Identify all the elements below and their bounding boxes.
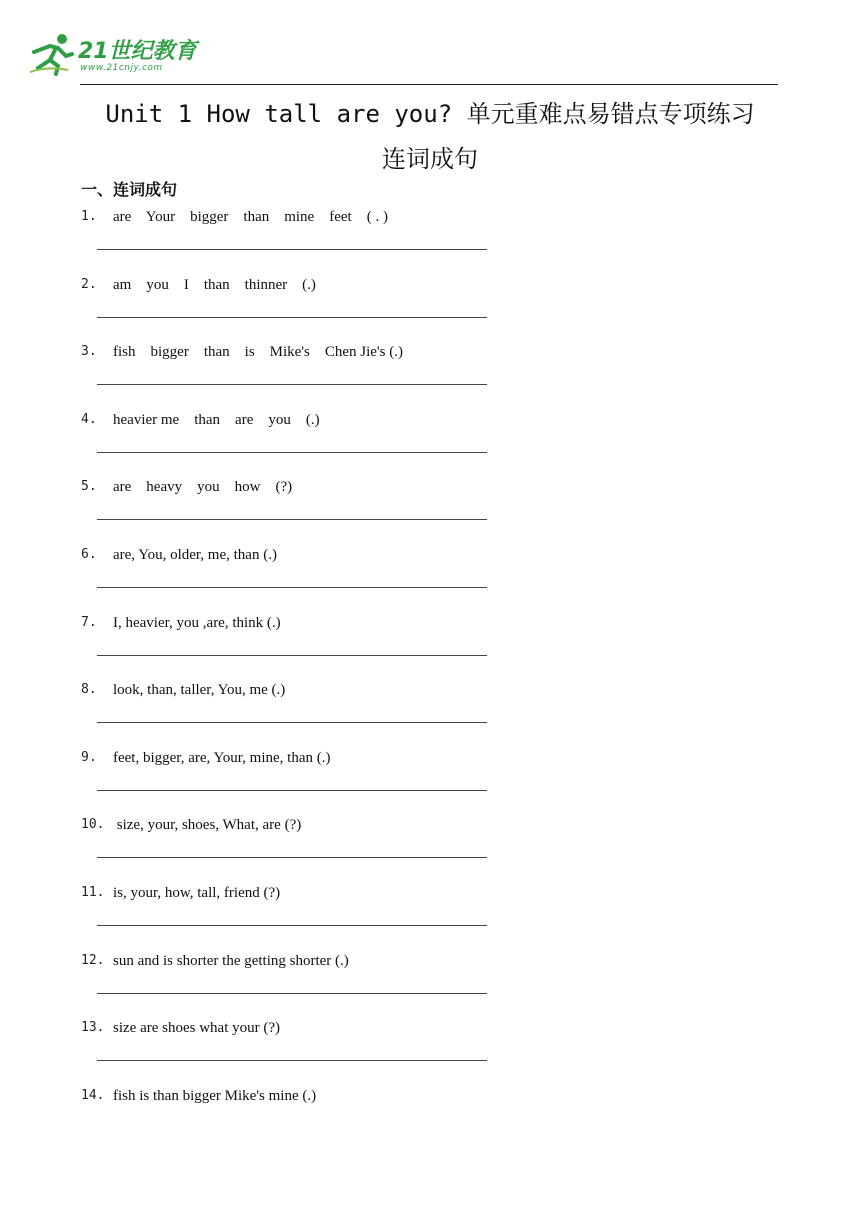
question-words: are heavy you how (?) xyxy=(113,479,293,496)
logo-text: 21世纪教育 xyxy=(78,39,197,64)
question-words: look, than, taller, You, me (.) xyxy=(113,682,286,699)
answer-line[interactable] xyxy=(97,722,487,723)
question-words: is, your, how, tall, friend (?) xyxy=(113,885,281,901)
question-words: size, your, shoes, What, are (?) xyxy=(113,817,302,834)
question-words: heavier me than are you (.) xyxy=(113,411,320,428)
question-item xyxy=(81,208,501,268)
question-item xyxy=(81,1019,501,1079)
question-words: are Your bigger than mine feet ( . ) xyxy=(113,209,388,225)
answer-line[interactable] xyxy=(97,452,487,453)
question-item xyxy=(81,884,501,944)
question-item xyxy=(81,343,501,403)
answer-line[interactable] xyxy=(97,384,487,385)
question-words: fish bigger than is Mike's Chen Jie's (.) xyxy=(113,344,403,361)
question-number: 9. xyxy=(81,749,97,765)
answer-line[interactable] xyxy=(97,655,487,656)
question-number: 6. xyxy=(81,547,97,562)
answer-line[interactable] xyxy=(97,587,487,588)
question-words: I, heavier, you ,are, think (.) xyxy=(113,614,281,631)
question-item xyxy=(81,681,501,741)
question-number: 4. xyxy=(81,411,97,427)
page-subtitle: 连词成句 xyxy=(382,145,478,173)
logo-subtext: www.21cnjy.com xyxy=(80,63,163,73)
question-words: feet, bigger, are, Your, mine, than (.) xyxy=(113,749,331,766)
question-words: fish is than bigger Mike's mine (.) xyxy=(113,1087,317,1104)
question-item xyxy=(81,952,501,1012)
header-divider xyxy=(80,84,778,85)
question-item xyxy=(81,546,501,606)
question-number: 14. xyxy=(81,1087,105,1103)
question-item xyxy=(81,614,501,674)
question-words: am you I than thinner (.) xyxy=(113,276,316,293)
answer-line[interactable] xyxy=(97,790,487,791)
question-number: 12. xyxy=(81,952,105,968)
answer-line[interactable] xyxy=(97,925,487,926)
question-item xyxy=(81,276,501,336)
question-item xyxy=(81,1087,501,1147)
question-item xyxy=(81,816,501,876)
question-number: 13. xyxy=(81,1020,105,1036)
question-number: 3. xyxy=(81,344,97,360)
question-number: 11. xyxy=(81,885,105,900)
page-title: Unit 1 How tall are you? 单元重难点易错点专项练习 xyxy=(105,100,755,128)
answer-line[interactable] xyxy=(97,249,487,250)
question-number: 10. xyxy=(81,817,105,833)
question-number: 8. xyxy=(81,682,97,698)
question-words: are, You, older, me, than (.) xyxy=(113,547,277,563)
answer-line[interactable] xyxy=(97,993,487,994)
answer-line[interactable] xyxy=(97,317,487,318)
running-figure-icon xyxy=(28,32,76,76)
question-number: 5. xyxy=(81,479,97,495)
answer-line[interactable] xyxy=(97,519,487,520)
question-item xyxy=(81,411,501,471)
answer-line[interactable] xyxy=(97,857,487,858)
question-number: 1. xyxy=(81,209,97,224)
page-header xyxy=(0,0,860,90)
question-item xyxy=(81,478,501,538)
question-item xyxy=(81,749,501,809)
question-number: 7. xyxy=(81,614,97,630)
question-number: 2. xyxy=(81,276,97,292)
answer-line[interactable] xyxy=(97,1060,487,1061)
question-words: size are shoes what your (?) xyxy=(113,1020,281,1037)
question-words: sun and is shorter the getting shorter (.) xyxy=(113,952,349,969)
section-heading: 一、连词成句 xyxy=(81,180,178,199)
brand-logo xyxy=(28,32,198,78)
